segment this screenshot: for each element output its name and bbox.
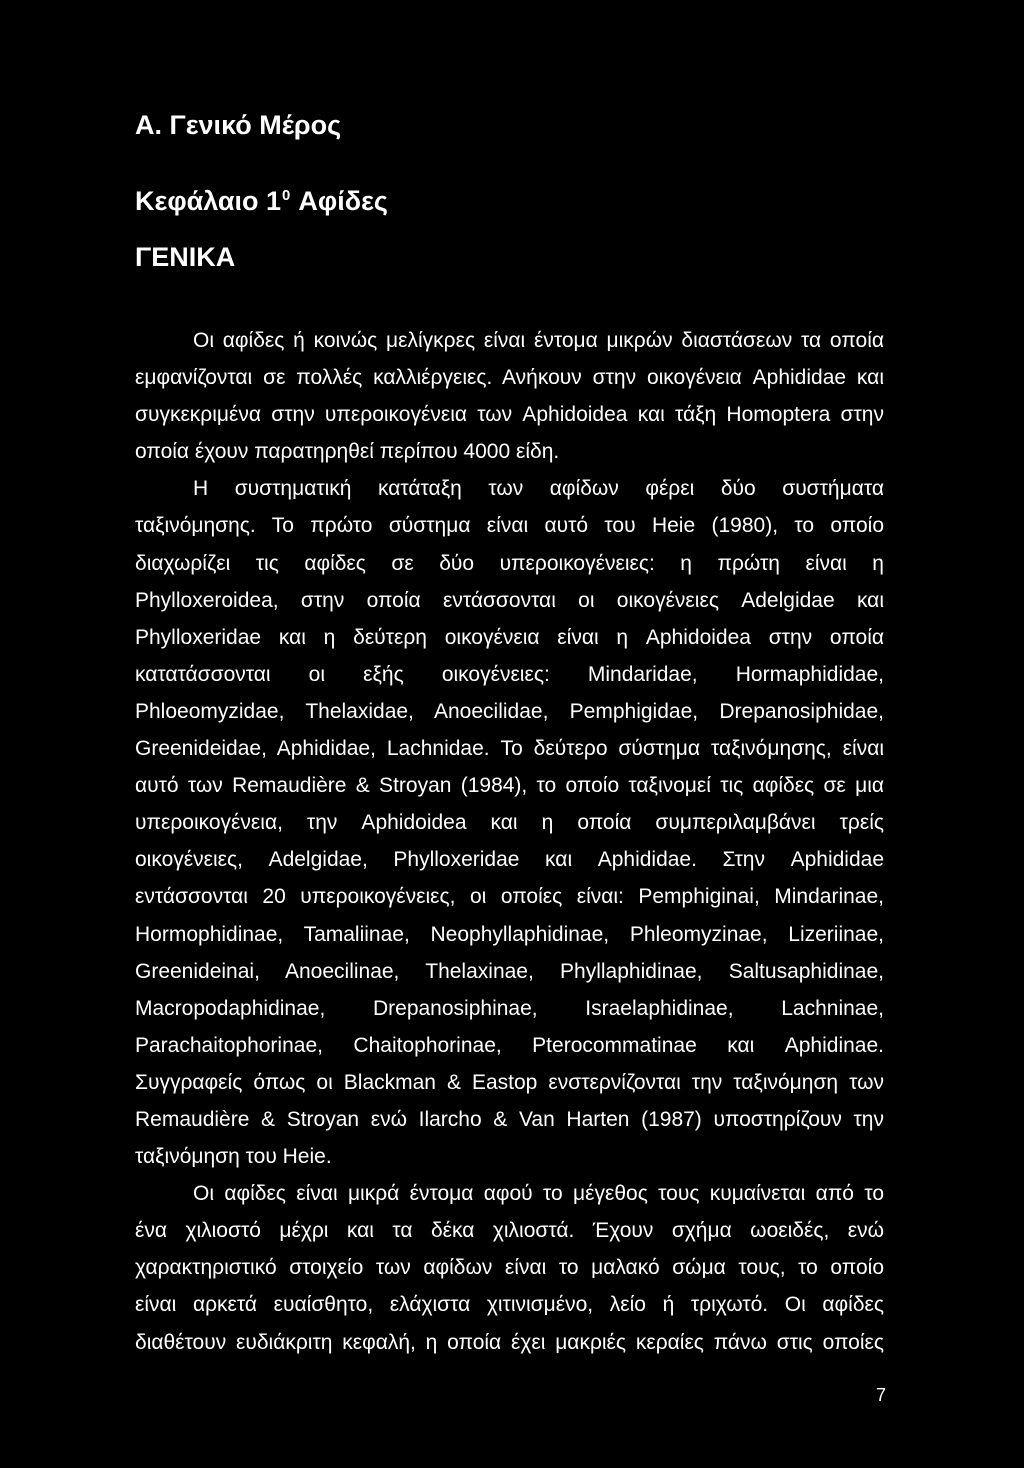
text-line: Phloeomyzidae, Thelaxidae, Anoecilidae, Pemphigidae, Drepanosiphidae, bbox=[135, 699, 884, 723]
text-line: Macropodaphidinae, Drepanosiphinae, Israelaphidinae, Lachninae, bbox=[135, 996, 884, 1020]
text-line: ταξινόμησης. Το πρώτο σύστημα είναι αυτό του Heie (1980), το οποίο bbox=[135, 514, 884, 538]
text-line: είναι αρκετά ευαίσθητο, ελάχιστα χιτινισμένο, λείο ή τριχωτό. Οι αφίδες bbox=[135, 1293, 884, 1317]
text-line: διαχωρίζει τις αφίδες σε δύο υπεροικογένειες: η πρώτη είναι η bbox=[135, 551, 884, 575]
general-heading: ΓΕΝΙΚΑ bbox=[135, 242, 236, 272]
text-line: Phylloxeridae και η δεύτερη οικογένεια είναι η Aphidoidea στην οποία bbox=[135, 625, 884, 649]
text-line: εμφανίζονται σε πολλές καλλιέργειες. Ανήκουν στην οικογένεια Aphididae και bbox=[135, 366, 884, 390]
text-line: ένα χιλιοστό μέχρι και τα δέκα χιλιοστά. Έχουν σχήμα ωοειδές, ενώ bbox=[135, 1219, 884, 1243]
chapter-superscript: 0 bbox=[282, 188, 291, 204]
text-line: αυτό των Remaudière & Stroyan (1984), το οποίο ταξινομεί τις αφίδες σε μια bbox=[135, 774, 884, 798]
text-line: Phylloxeroidea, στην οποία εντάσσονται οι οικογένειες Adelgidae και bbox=[135, 588, 884, 612]
paragraph-intro bbox=[135, 322, 884, 470]
text-line: Οι αφίδες ή κοινώς μελίγκρες είναι έντομα μικρών διαστάσεων τα οποία bbox=[193, 329, 884, 352]
text-line: Οι αφίδες είναι μικρά έντομα αφού το μέγεθος τους κυμαίνεται από το bbox=[193, 1182, 884, 1206]
text-line: οικογένειες, Adelgidae, Phylloxeridae και Aphididae. Στην Aphididae bbox=[135, 848, 884, 872]
text-line: διαθέτουν ευδιάκριτη κεφαλή, η οποία έχει μακριές κεραίες πάνω στις οποίες bbox=[135, 1330, 884, 1354]
text-line: Greenideidae, Aphididae, Lachnidae. Το δεύτερο σύστημα ταξινόμησης, είναι bbox=[135, 737, 884, 761]
text-line: οποία έχουν παρατηρηθεί περίπου 4000 είδη. bbox=[135, 440, 560, 464]
text-line: Greenideinai, Anoecilinae, Thelaxinae, Phyllaphidinae, Saltusaphidinae, bbox=[135, 959, 884, 983]
body-text bbox=[135, 322, 884, 1361]
text-line: χαρακτηριστικό στοιχείο των αφίδων είναι το μαλακό σώμα τους, το οποίο bbox=[135, 1256, 884, 1280]
text-line: Remaudière & Stroyan ενώ Ilarcho & Van Harten (1987) υποστηρίζουν την bbox=[135, 1107, 884, 1131]
text-line: Η συστηματική κατάταξη των αφίδων φέρει δύο συστήματα bbox=[193, 477, 884, 501]
text-line: Συγγραφείς όπως οι Blackman & Eastop ενστερνίζονται την ταξινόμηση των bbox=[135, 1070, 884, 1094]
section-title: Α. Γενικό Μέρος bbox=[135, 110, 342, 140]
text-line: ταξινόμηση του Heie. bbox=[135, 1145, 332, 1169]
paragraph-classification bbox=[135, 470, 884, 1175]
text-line: εντάσσονται 20 υπεροικογένειες, οι οποίες είναι: Pemphiginai, Mindarinae, bbox=[135, 885, 884, 909]
page-number: 7 bbox=[875, 1385, 886, 1405]
text-line: Hormophidinae, Tamaliinae, Neophyllaphidinae, Phleomyzinae, Lizeriinae, bbox=[135, 922, 884, 946]
text-line: υπεροικογένεια, την Aphidoidea και η οποία συμπεριλαμβάνει τρείς bbox=[135, 811, 884, 835]
chapter-title bbox=[135, 183, 388, 219]
chapter-label: Κεφάλαιο 1 bbox=[135, 186, 282, 216]
chapter-name: Αφίδες bbox=[298, 186, 388, 216]
paragraph-morphology bbox=[135, 1175, 884, 1360]
text-line: Parachaitophorinae, Chaitophorinae, Pterocommatinae και Aphidinae. bbox=[135, 1033, 884, 1057]
text-line: συγκεκριμένα στην υπεροικογένεια των Aphidoidea και τάξη Homoptera στην bbox=[135, 403, 884, 427]
text-line: κατατάσσονται οι εξής οικογένειες: Mindaridae, Hormaphididae, bbox=[135, 662, 884, 686]
